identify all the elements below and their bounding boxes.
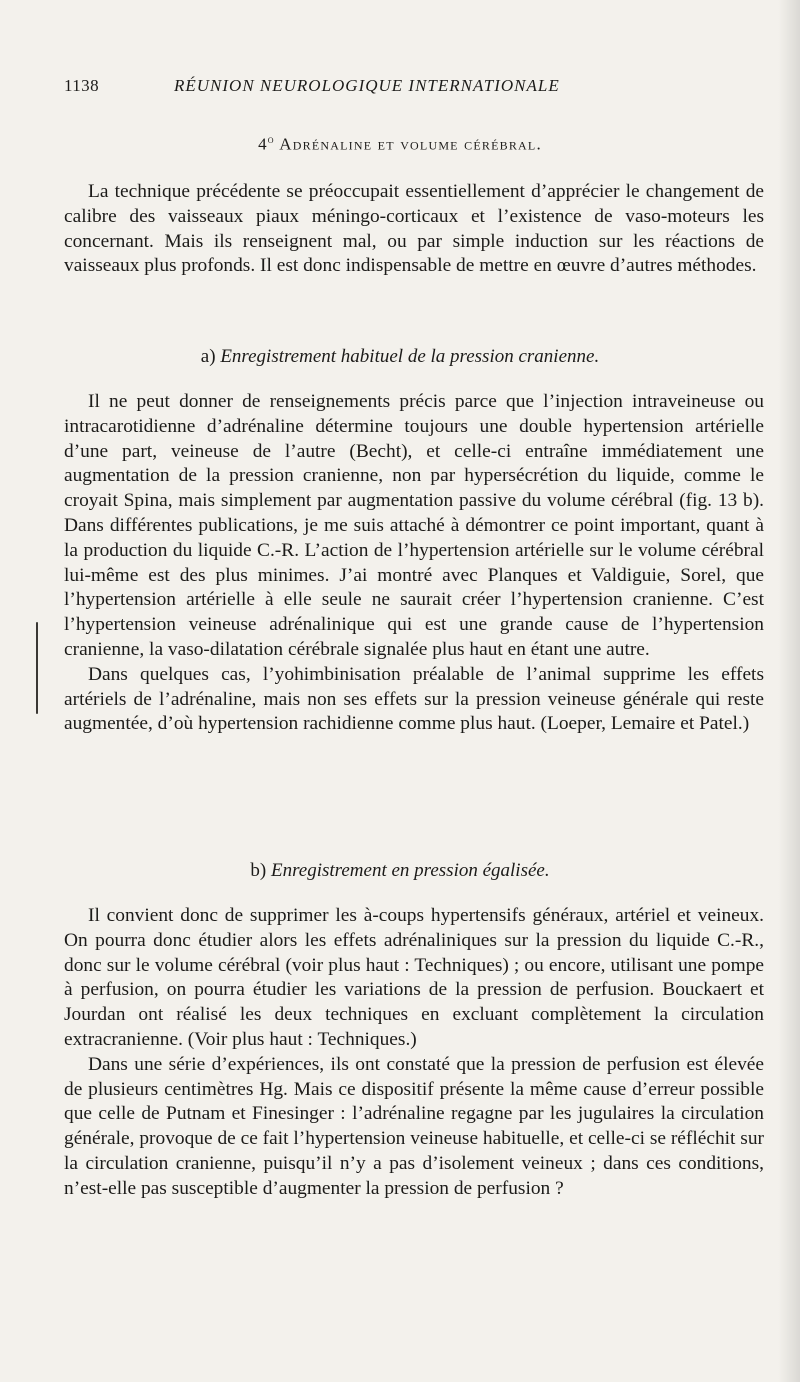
subsection-title: Enregistrement en pression égalisée.: [270, 860, 550, 881]
paragraph: Dans une série d’expériences, ils ont constaté que la pression de perfusion est élevée de plusieurs centimètres Hg. Mais ce dispositif présente la même cause d’erreur possible que celle de Putnam et Finesinger : l’adrénaline regagne par les jugulaires la circulation générale, provoque de ce fait l’hypertension veineuse habituelle, et celle-ci se réfléchit sur la circulation cranienne, puisqu’il n’y a pas d’isolement veineux ; dans ces conditions, n’est-elle pas susceptible d’augmenter la pression de perfusion ?: [64, 1053, 764, 1199]
body-block-3: [64, 904, 764, 1202]
body-block-1: [64, 180, 764, 279]
subsection-heading-b: [0, 860, 800, 882]
paragraph: Il convient donc de supprimer les à-coups hypertensifs généraux, artériel et veineux. On pourra donc étudier alors les effets adrénaliniques sur la pression du liquide C.-R., donc sur le volume cérébral (voir plus haut : Techniques) ; ou encore, utilisant une pompe à perfusion, on pourra étudier les variations de la pression de perfusion. Bouckaert et Jourdan ont réalisé les deux techniques en excluant complètement la circulation extracranienne. (Voir plus haut : Techniques.): [64, 905, 764, 1050]
paragraph: Il ne peut donner de renseignements précis parce que l’injection intraveineuse ou intracarotidienne d’adrénaline détermine toujours une double hypertension artérielle d’une part, veineuse de l’autre (Becht), et celle-ci entraîne immédiatement une augmentation de la pression cranienne, non par hypersécrétion du liquide, comme le croyait Spina, mais simplement par augmentation passive du volume cérébral (fig. 13 b). Dans différentes publications, je me suis attaché à démontrer ce point important, quant à la production du liquide C.-R. L’action de l’hypertension artérielle sur le volume cérébral lui-même est des plus minimes. J’ai montré avec Planques et Valdiguie, Sorel, que l’hypertension artérielle à elle seule ne saurait créer l’hypertension cranienne. C’est l’hypertension veineuse adrénalinique qui est une grande cause de l’hypertension cranienne, la vaso-dilatation cérébrale signalée plus haut en étant une autre.: [64, 391, 764, 660]
page-number: 1138: [64, 76, 99, 95]
body-block-2: [64, 390, 764, 737]
section-degree: o: [267, 134, 275, 146]
section-heading: [0, 134, 800, 155]
paragraph: La technique précédente se préoccupait essentiellement d’apprécier le changement de calibre des vaisseaux piaux méningo-corticaux et l’existence de vaso-moteurs les concernant. Mais ils renseignent mal, ou par simple induction sur les réactions de vaisseaux plus profonds. Il est donc indispensable de mettre en œuvre d’autres méthodes.: [64, 181, 764, 277]
margin-annotation-line: [36, 622, 38, 714]
section-title-text: Adrénaline et volume cérébral.: [279, 134, 542, 154]
running-title: RÉUNION NEUROLOGIQUE INTERNATIONALE: [174, 76, 560, 95]
subsection-label: b): [250, 860, 267, 881]
page-edge-shadow: [778, 0, 800, 1382]
subsection-heading-a: [0, 346, 800, 368]
subsection-label: a): [200, 346, 216, 367]
section-number: 4: [258, 134, 268, 154]
paragraph: Dans quelques cas, l’yohimbinisation préalable de l’animal supprime les effets artériels de l’adrénaline, mais non ses effets sur la pression veineuse générale qui reste augmentée, d’où hypertension rachidienne comme plus haut. (Loeper, Lemaire et Patel.): [64, 663, 764, 735]
subsection-title: Enregistrement habituel de la pression cranienne.: [220, 346, 600, 367]
